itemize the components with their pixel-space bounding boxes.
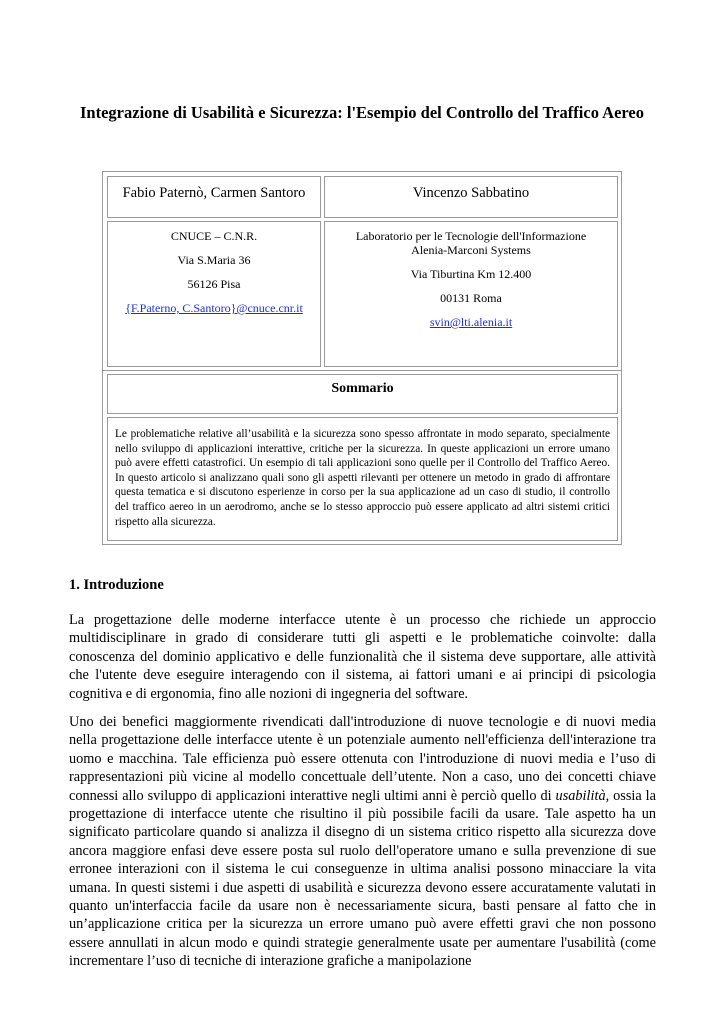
author-name-left: Fabio Paternò, Carmen Santoro [107,176,321,218]
paper-title: Integrazione di Usabilità e Sicurezza: l'Esempio del Controllo del Traffico Aereo [80,103,644,122]
sommario-heading: Sommario [107,374,618,414]
paragraph-text: Uno dei benefici maggiormente rivendicati dall'introduzione di nuove tecnologie e di nuovi media nella progettazione delle interfacce utente è un potenziale aumento nell'efficienza dell'interazione tra uomo e macchina. Tale efficienza può essere ottenuta con l'introduzione di nuovi media e l’uso di rappresentazioni più vicine al modello concettuale dell’utente. Non a caso, uno dei concetti chiave connessi allo sviluppo di applicazioni interattive negli ultimi anni è perciò quello di [69,714,656,804]
affiliation-institution: Laboratorio per le Tecnologie dell'Informazione Alenia-Marconi Systems [355,229,587,257]
author-name-right: Vincenzo Sabbatino [324,176,618,218]
section-heading: 1. Introduzione [69,577,164,593]
affiliation-street: Via Tiburtina Km 12.400 [410,267,532,281]
paragraph-text: , ossia la progettazione di interfacce utente che risultino il più possibile facili da usare. Tale aspetto ha un significato particolare quando si analizza il disegno di un sistema critico rispetto alla sicurezza dove ancora maggiore enfasi deve essere posta sul ruolo dell'operatore umano e sulla prevenzione di sue erronee interazioni con il sistema le cui conseguenze in ultima analisi possono minacciare la vita umana. In questi sistemi i due aspetti di usabilità e sicurezza devono essere accuratamente valutati in quanto un'interfaccia facile da usare non è necessariamente sicura, basti pensare al fatto che in un’applicazione critica per la sicurezza un errore umano può avere effetti gravi che non possono essere annullati in alcun modo e quindi strategie generalmente usate per aumentare l'usabilità (come incrementare l’uso di tecniche di interazione grafiche a manipolazione [69,787,656,970]
emphasis-usabilita: usabilità [555,787,606,804]
intro-paragraph-2 [69,713,656,971]
email-link-left[interactable]: {F.Paterno, C.Santoro}@cnuce.cnr.it [125,301,303,315]
affiliation-street: Via S.Maria 36 [177,253,251,267]
intro-paragraph-1: La progettazione delle moderne interfacce utente è un processo che richiede un approccio multidisciplinare in grado di considerare tutti gli aspetti e le problematiche coinvolte: dalla conoscenza del dominio applicativo e delle funzionalità che il sistema deve supportare, alle attività che l'utente deve eseguire interagendo con il sistema, ai fattori umani e ai principi di psicologia cognitiva e di ergonomia, fino alle nozioni di ingegneria del software. [69,612,656,702]
email-link-right[interactable]: svin@lti.alenia.it [429,315,513,329]
affiliation-left [107,221,321,367]
affiliation-institution: CNUCE – C.N.R. [170,229,258,243]
affiliation-city: 00131 Roma [440,291,502,305]
sommario-text: Le problematiche relative all’usabilità e la sicurezza sono spesso affrontate in modo separato, specialmente nello sviluppo di applicazioni interattive, critiche per la sicurezza. In queste applicazioni un errore umano può avere effetti catastrofici. Un esempio di tali applicazioni sono quelle per il Controllo del Traffico Aereo. In questo articolo si analizzano quali sono gli aspetti rilevanti per ottenere un metodo in grado di affrontare questa tematica e si discutono esperienze in corso per la sua applicazione ad un caso di studio, il controllo del traffico aereo in un aerodromo, anche se lo stesso approccio può essere applicato ad altri sistemi critici rispetto alla sicurezza. [107,417,618,541]
affiliation-city: 56126 Pisa [187,277,241,291]
affiliation-right [324,221,618,367]
